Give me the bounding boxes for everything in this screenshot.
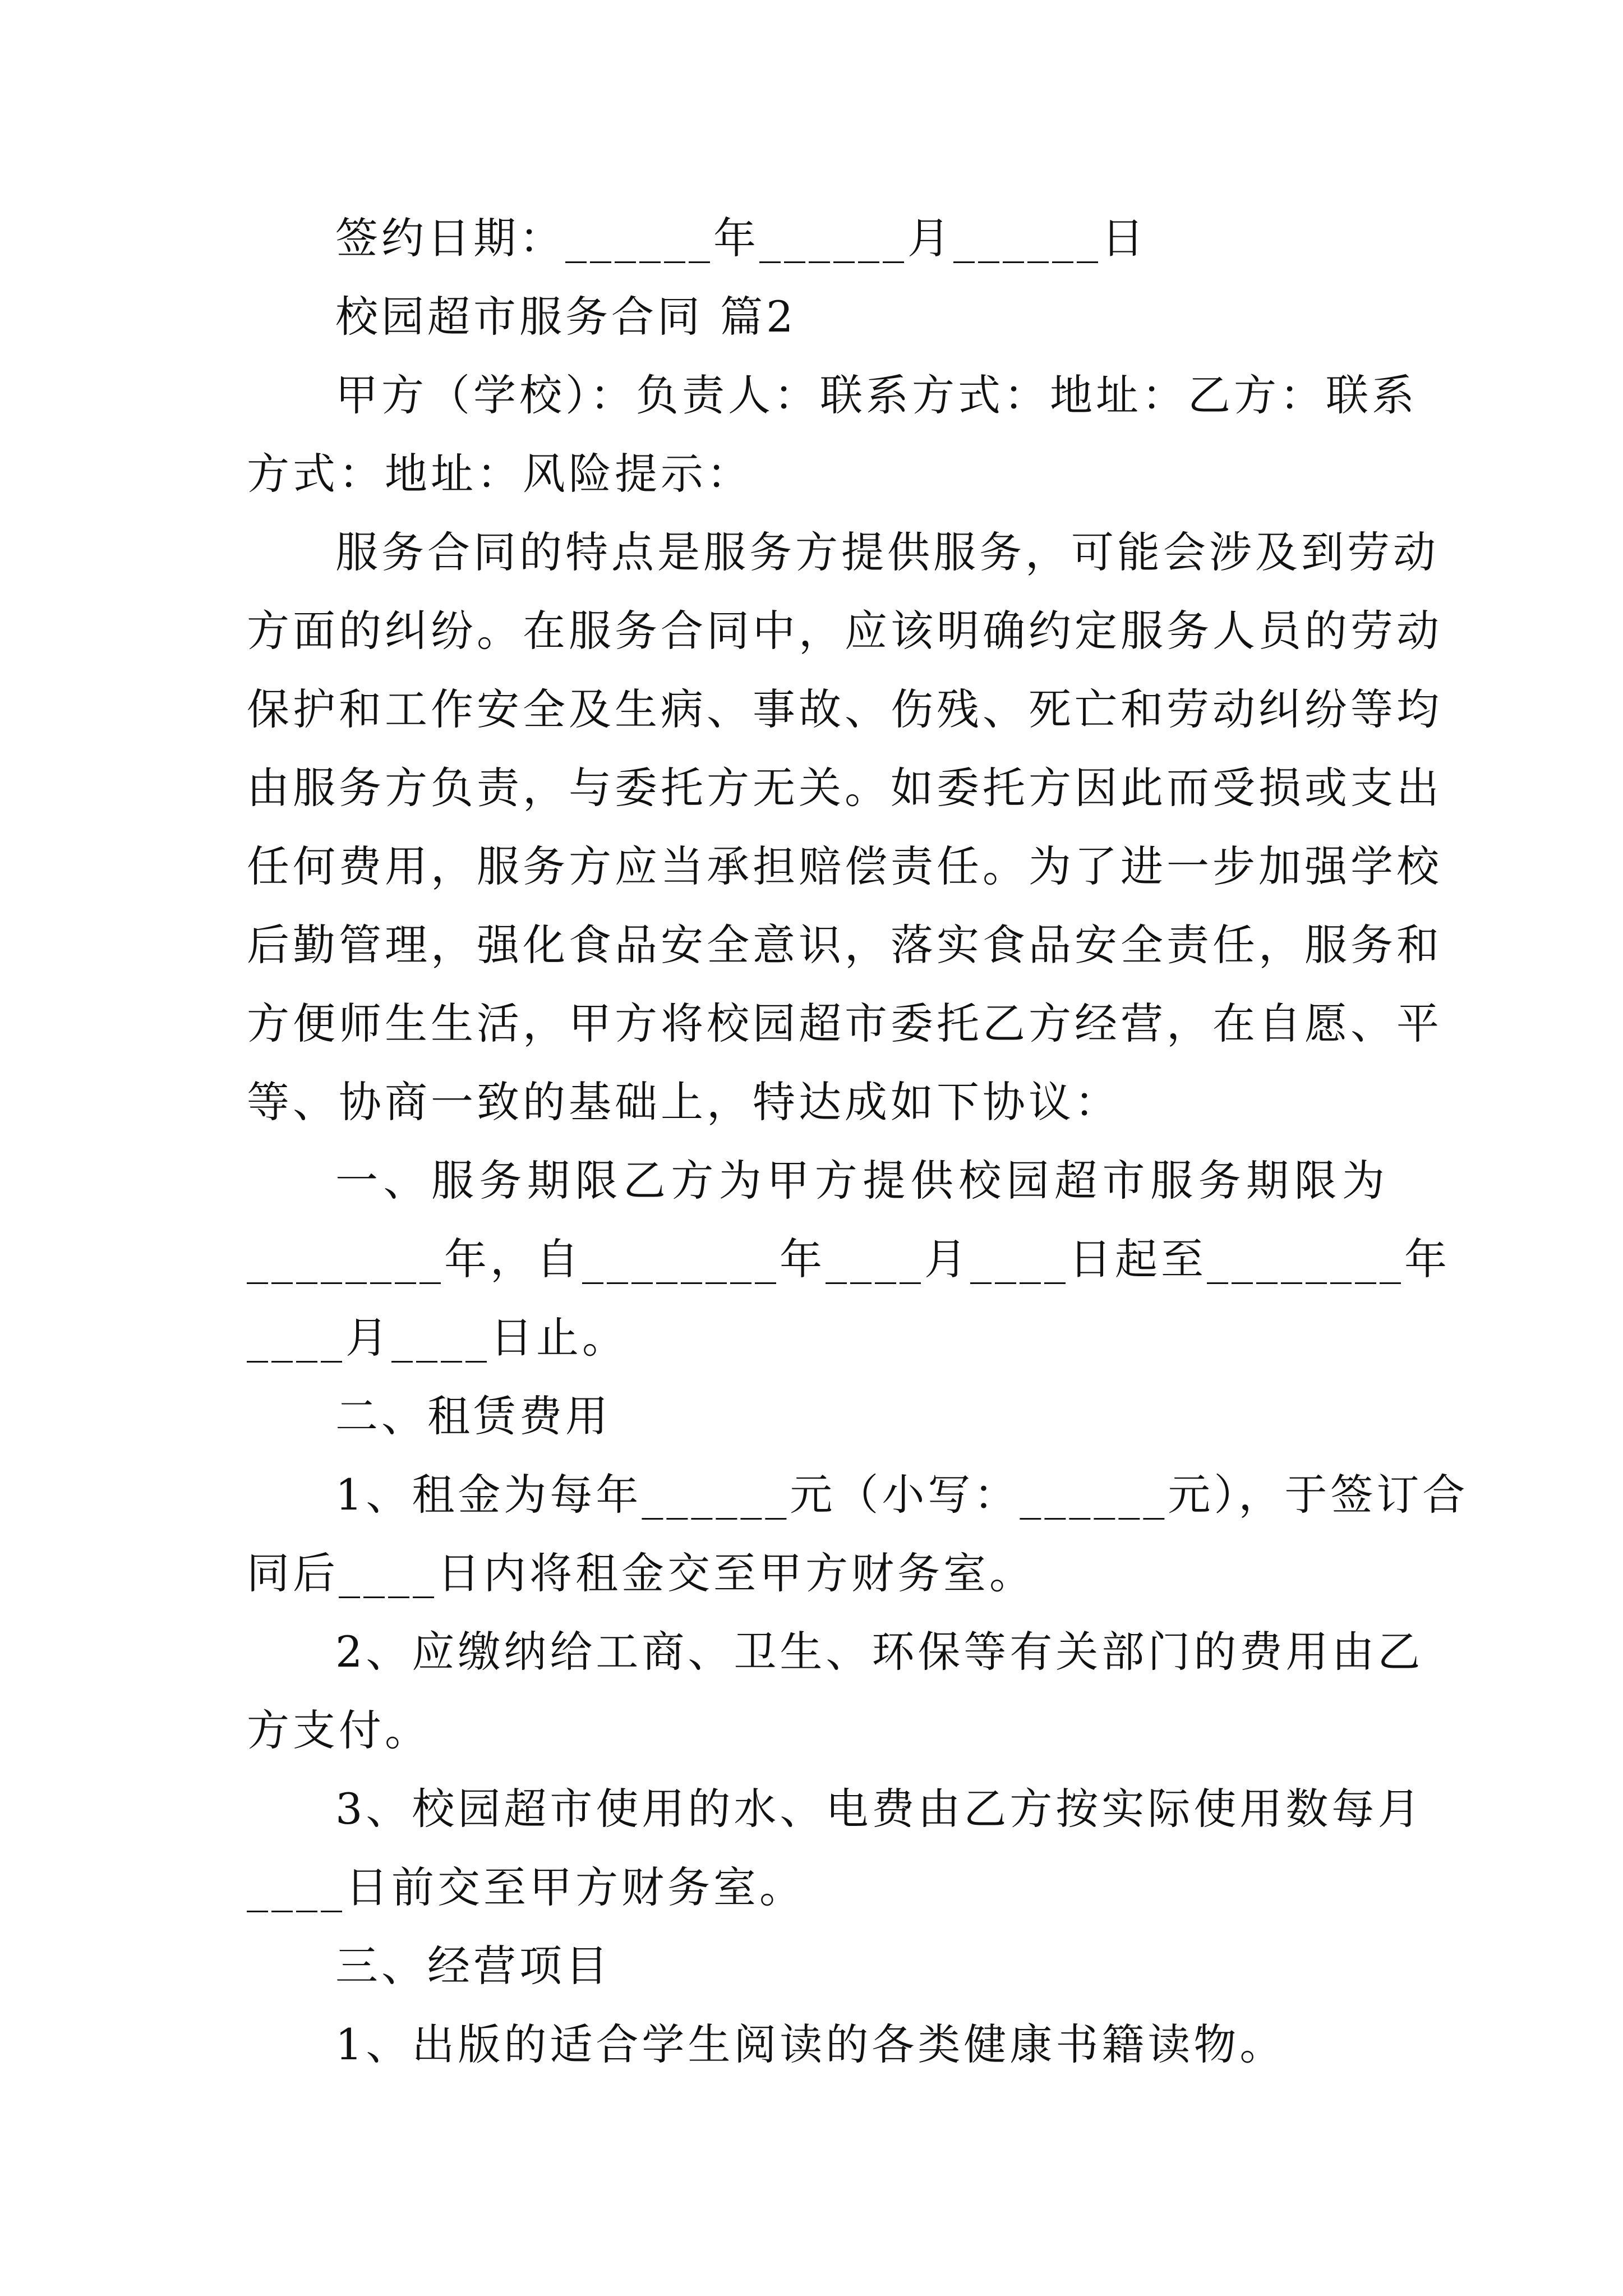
section-title: 校园超市服务合同 篇2 xyxy=(335,292,797,342)
paragraph-line: 后勤管理，强化食品安全意识，落实食品安全责任，服务和 xyxy=(247,920,1442,970)
paragraph-line: 由服务方负责，与委托方无关。如委托方因此而受损或支出 xyxy=(247,763,1442,813)
clause-item-line: 1、租金为每年______元（小写：______元），于签订合 xyxy=(335,1470,1469,1520)
clause-item-line: 方支付。 xyxy=(247,1705,431,1755)
paragraph-line: 服务合同的特点是服务方提供服务，可能会涉及到劳动 xyxy=(335,527,1439,577)
signing-date-line: 签约日期：______年______月______日 xyxy=(335,213,1147,263)
clause-item-line: ____日前交至甲方财务室。 xyxy=(247,1862,805,1912)
document-body xyxy=(247,199,1469,2084)
clause-line: ____月____日止。 xyxy=(247,1313,628,1363)
paragraph-line: 保护和工作安全及生病、事故、伤残、死亡和劳动纠纷等均 xyxy=(247,684,1442,734)
paragraph-line: 任何费用，服务方应当承担赔偿责任。为了进一步加强学校 xyxy=(247,841,1442,891)
clause-line: ________年，自________年____月____日起至________年 xyxy=(247,1234,1450,1284)
clause-item-line: 同后____日内将租金交至甲方财务室。 xyxy=(247,1548,1035,1598)
paragraph-line: 等、协商一致的基础上，特达成如下协议： xyxy=(247,1077,1121,1127)
party-info-line: 甲方（学校）：负责人：联系方式：地址：乙方：联系 xyxy=(335,370,1418,420)
clause-heading: 二、租赁费用 xyxy=(335,1391,611,1441)
clause-item-line: 3、校园超市使用的水、电费由乙方按实际使用数每月 xyxy=(335,1784,1424,1834)
clause-item-line: 1、出版的适合学生阅读的各类健康书籍读物。 xyxy=(335,2019,1286,2069)
paragraph-line: 方面的纠纷。在服务合同中，应该明确约定服务人员的劳动 xyxy=(247,606,1442,656)
paragraph-line: 方便师生生活，甲方将校园超市委托乙方经营，在自愿、平 xyxy=(247,999,1442,1048)
clause-heading: 三、经营项目 xyxy=(335,1941,611,1991)
clause-item-line: 2、应缴纳给工商、卫生、环保等有关部门的费用由乙 xyxy=(335,1627,1424,1677)
party-info-line: 方式：地址：风险提示： xyxy=(247,449,753,499)
clause-heading-line: 一、服务期限乙方为甲方提供校园超市服务期限为 xyxy=(335,1156,1388,1205)
